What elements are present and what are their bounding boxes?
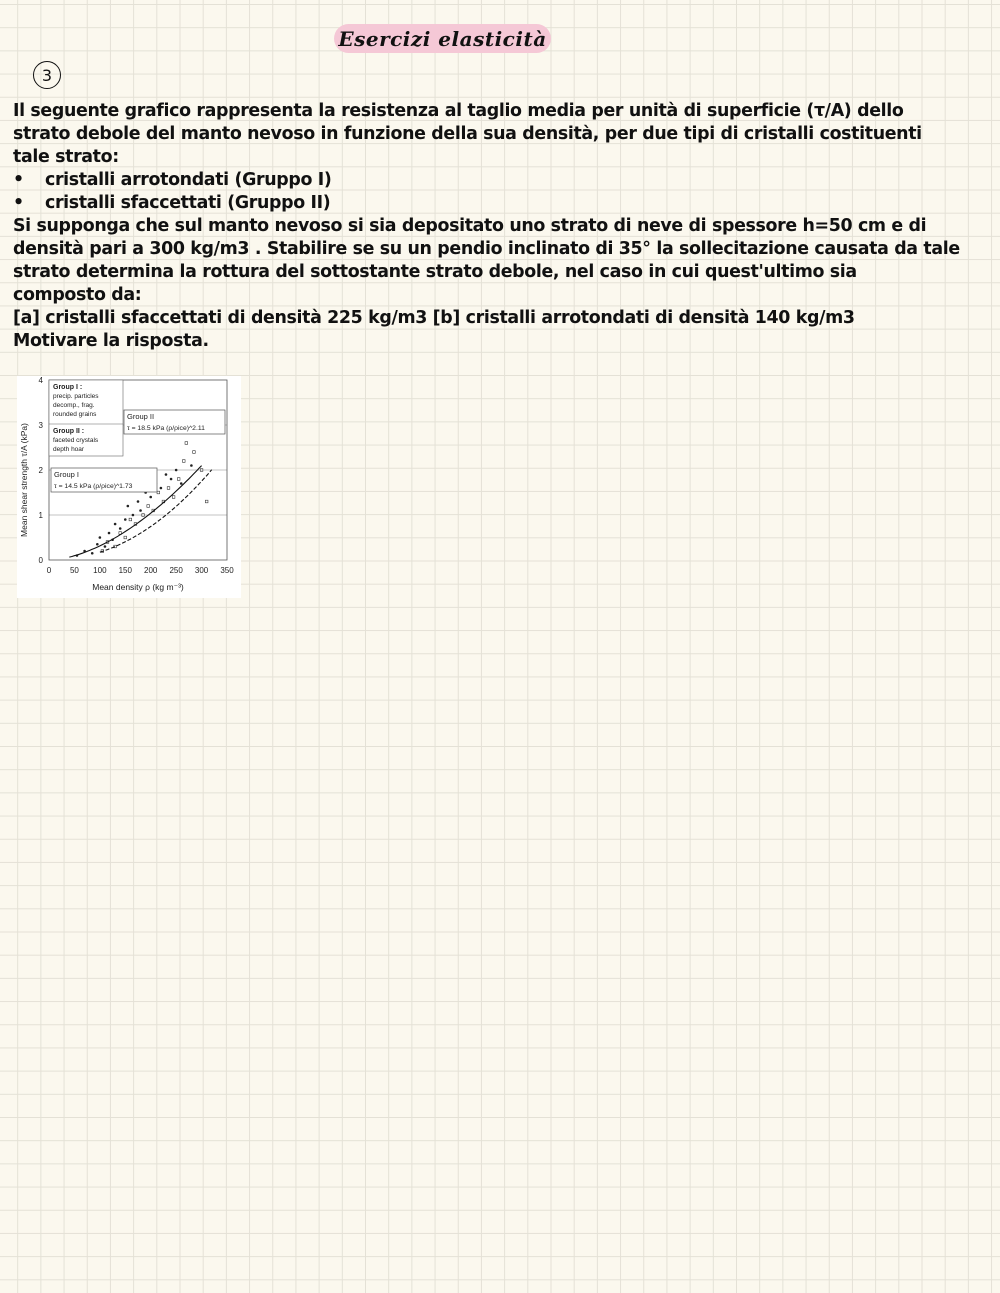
group1-point — [170, 478, 173, 481]
x-axis-label: Mean density ρ (kg m⁻³) — [92, 582, 184, 592]
group1-point — [149, 496, 152, 499]
legend-box — [49, 380, 123, 456]
group2-point — [129, 518, 132, 521]
intro-line: Il seguente grafico rappresenta la resistenza al taglio media per unità di superficie (τ/A) dello — [13, 101, 904, 121]
group2-point — [182, 460, 185, 463]
y-tick-label: 3 — [38, 421, 43, 430]
x-tick-label: 150 — [118, 566, 132, 575]
y-tick-label: 2 — [38, 466, 43, 475]
body-line: strato determina la rottura del sottostante strato debole, nel caso in cui quest'ultimo sia — [13, 262, 857, 282]
group2-formula: τ = 18.5 kPa (ρ/ρice)^2.11 — [127, 425, 205, 432]
group2-point — [185, 442, 188, 445]
group2-point — [157, 491, 160, 494]
group1-point — [119, 527, 122, 530]
legend-line: precip. particles — [53, 393, 99, 400]
x-tick-label: 100 — [93, 566, 107, 575]
x-tick-label: 50 — [69, 566, 79, 575]
x-tick-label: 0 — [46, 566, 52, 575]
legend-line: depth hoar — [53, 446, 85, 453]
x-tick-label: 250 — [169, 566, 183, 575]
group1-point — [91, 552, 94, 555]
y-axis-label: Mean shear strength τ/A (kPa) — [19, 423, 29, 537]
legend-line: Group I : — [53, 384, 83, 391]
bullet-text: cristalli sfaccettati (Gruppo II) — [45, 193, 331, 213]
group1-point — [180, 482, 183, 485]
bullet-item — [13, 169, 978, 192]
group1-formula: τ = 14.5 kPa (ρ/ρice)^1.73 — [54, 483, 133, 490]
group1-point — [132, 514, 135, 517]
group1-point — [127, 505, 130, 508]
group1-point — [139, 509, 142, 512]
group2-point — [193, 451, 196, 454]
y-tick-label: 0 — [38, 556, 43, 565]
body-line: Motivare la risposta. — [13, 331, 209, 351]
page-title: Esercizi elasticità — [334, 24, 551, 53]
group1-point — [124, 518, 127, 521]
group2-label: Group II — [127, 412, 155, 421]
legend-line: rounded grains — [53, 411, 97, 418]
bullet-text: cristalli arrotondati (Gruppo I) — [45, 170, 332, 190]
body-line: Si supponga che sul manto nevoso si sia depositato uno strato di neve di spessore h=50 cm e di — [13, 216, 927, 236]
body-line: [a] cristalli sfaccettati di densità 225 kg/m3 [b] cristalli arrotondati di densità 140 kg/m3 — [13, 308, 855, 328]
intro-line: tale strato: — [13, 147, 119, 167]
body-line: composto da: — [13, 285, 142, 305]
chart-svg — [17, 376, 241, 598]
group1-point — [104, 545, 107, 548]
x-tick-label: 200 — [144, 566, 158, 575]
legend-line: faceted crystals — [53, 437, 99, 444]
x-tick-label: 350 — [220, 566, 234, 575]
group1-point — [165, 473, 168, 476]
group1-point — [175, 469, 178, 472]
group2-point — [172, 496, 175, 499]
y-tick-label: 4 — [38, 376, 43, 385]
bullet-item — [13, 192, 978, 215]
legend-line: Group II : — [53, 428, 85, 435]
group2-point — [205, 500, 208, 503]
x-tick-label: 300 — [194, 566, 209, 575]
group1-point — [190, 464, 193, 467]
group2-point — [167, 487, 170, 490]
legend-line: decomp., frag. — [53, 402, 95, 409]
bullet-dot: • — [13, 193, 24, 213]
group2-point — [124, 536, 127, 539]
body-line: densità pari a 300 kg/m3 . Stabilire se su un pendio inclinato di 35° la sollecitazione causata da tale — [13, 239, 960, 259]
group1-point — [160, 487, 163, 490]
group1-point — [99, 536, 102, 539]
problem-text — [13, 100, 978, 353]
shear-strength-chart — [17, 376, 241, 598]
group2-point — [147, 505, 150, 508]
intro-line: strato debole del manto nevoso in funzione della sua densità, per due tipi di cristalli costituenti — [13, 124, 922, 144]
group2-point — [177, 478, 180, 481]
group1-point — [108, 532, 111, 535]
group1-point — [96, 543, 99, 546]
y-tick-label: 1 — [38, 511, 43, 520]
group1-label: Group I — [54, 470, 80, 479]
group1-point — [114, 523, 117, 526]
bullet-dot: • — [13, 170, 24, 190]
exercise-number: 3 — [33, 61, 61, 89]
group1-point — [137, 500, 140, 503]
